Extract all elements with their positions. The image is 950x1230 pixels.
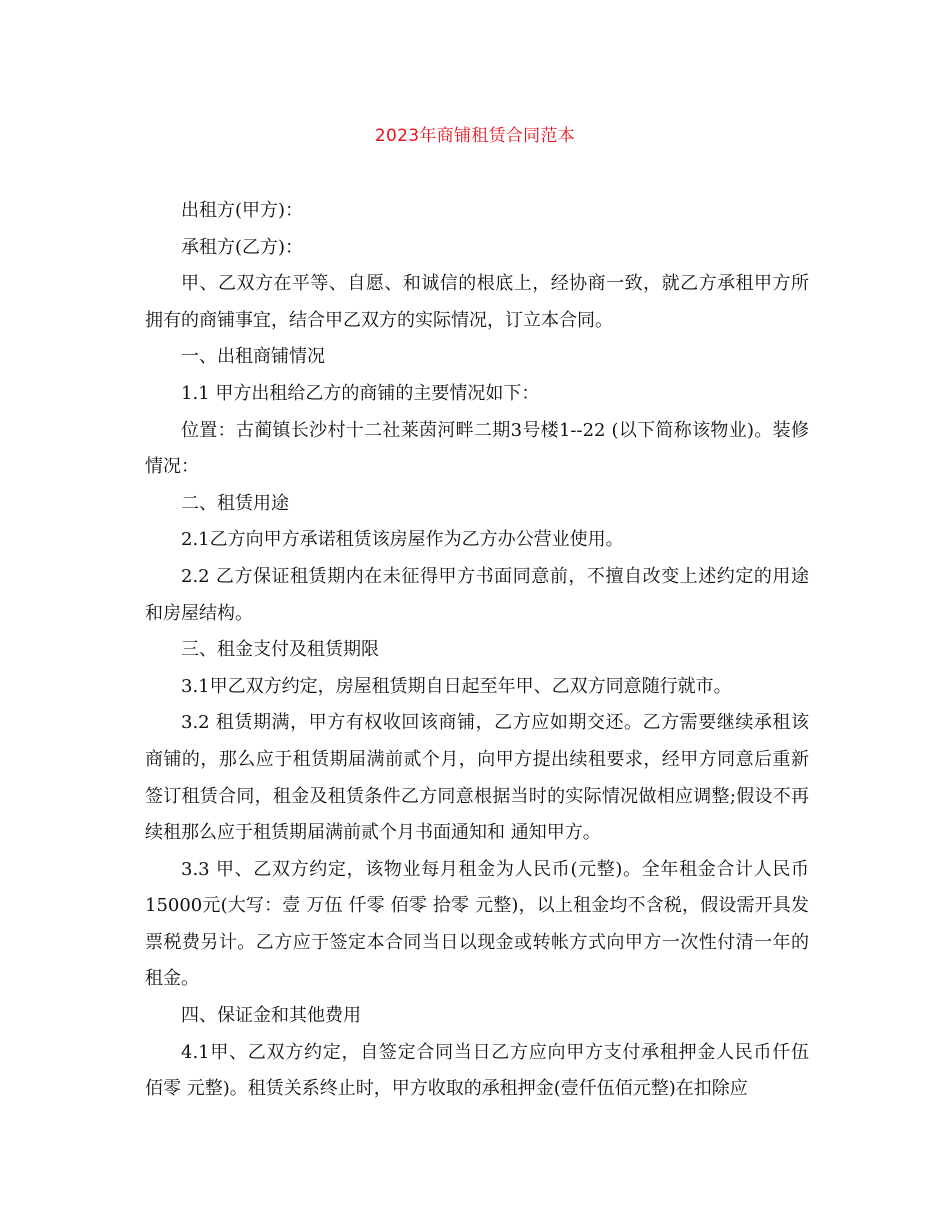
preamble-paragraph: 甲、乙双方在平等、自愿、和诚信的根底上，经协商一致，就乙方承租甲方所拥有的商铺事宜，结合甲乙双方的实际情况，订立本合同。 bbox=[145, 273, 809, 331]
clause-3-2: 3.2 租赁期满，甲方有权收回该商铺，乙方应如期交还。乙方需要继续承租该商铺的，那么应于租赁期届满前贰个月，向甲方提出续租要求，经甲方同意后重新签订租赁合同，租金及租赁条件乙方同意根据当时的实际情况做相应调整;假设不再续租那么应于租赁期届满前贰个月书面通知和 通知甲方。 bbox=[145, 712, 809, 844]
clause-3-1: 3.1甲乙双方约定，房屋租赁期自日起至年甲、乙双方同意随行就市。 bbox=[181, 675, 732, 697]
section-heading-2: 二、租赁用途 bbox=[181, 492, 289, 514]
clause-2-2: 2.2 乙方保证租赁期内在未征得甲方书面同意前，不擅自改变上述约定的用途和房屋结构。 bbox=[145, 565, 809, 624]
section-heading-1: 一、出租商铺情况 bbox=[181, 346, 325, 368]
location-paragraph: 位置：古蔺镇长沙村十二社莱茵河畔二期3号楼1--22 (以下简称该物业)。装修情况： bbox=[145, 419, 809, 478]
document-title: 2023年商铺租赁合同范本 bbox=[374, 126, 576, 146]
clause-1-1: 1.1 甲方出租给乙方的商铺的主要情况如下： bbox=[181, 382, 540, 404]
party-a-line: 出租方(甲方)： bbox=[181, 200, 304, 221]
document-body bbox=[145, 193, 809, 1108]
clause-4-1: 4.1甲、乙双方约定，自签定合同当日乙方应向甲方支付承租押金人民币仟伍 佰零 元整)。租赁关系终止时，甲方收取的承租押金(壹仟伍佰元整)在扣除应 bbox=[145, 1041, 809, 1100]
section-heading-4: 四、保证金和其他费用 bbox=[181, 1005, 361, 1027]
clause-3-3: 3.3 甲、乙双方约定，该物业每月租金为人民币(元整)。全年租金合计人民币15000元(大写：壹 万伍 仟零 佰零 拾零 元整)，以上租金均不含税，假设需开具发票税费另计。乙方应于签定本合同当日以现金或转帐方式向甲方一次性付清一年的租金。 bbox=[145, 858, 809, 990]
section-heading-3: 三、租金支付及租赁期限 bbox=[181, 639, 379, 661]
clause-2-1: 2.1乙方向甲方承诺租赁该房屋作为乙方办公营业使用。 bbox=[181, 529, 624, 551]
party-b-line: 承租方(乙方)： bbox=[181, 236, 304, 258]
